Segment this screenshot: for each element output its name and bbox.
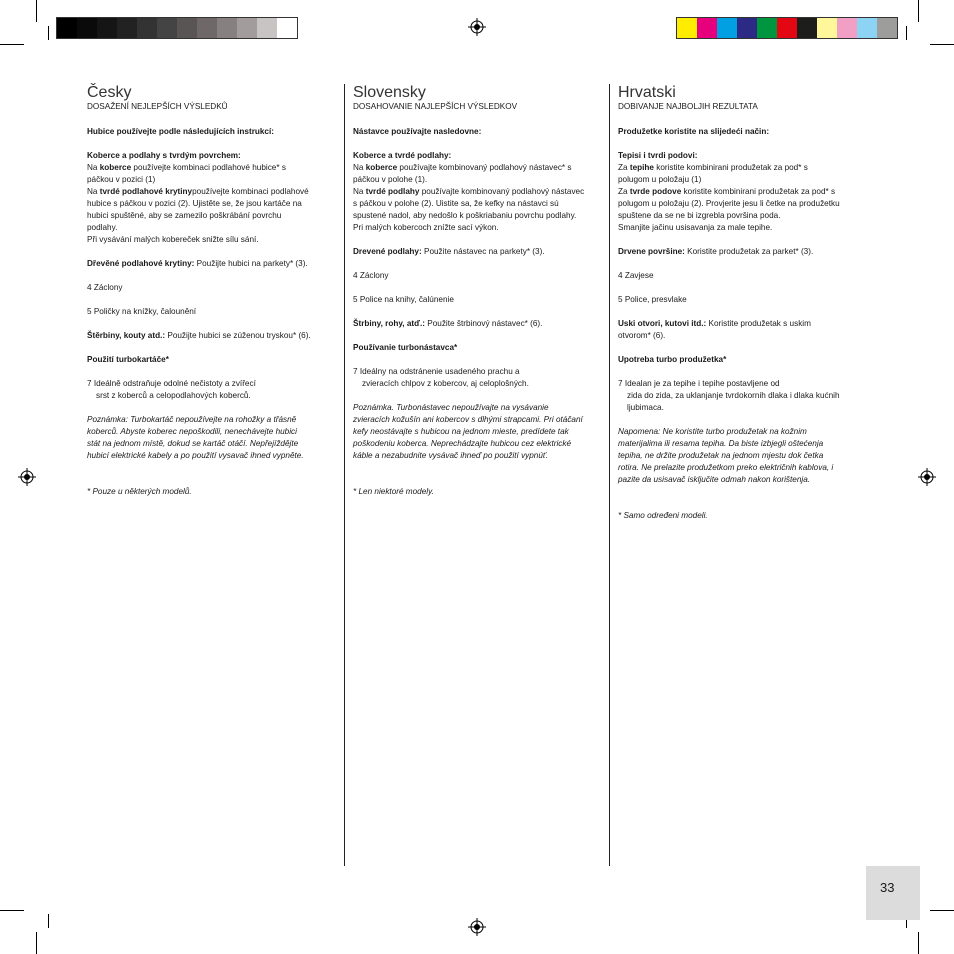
section-title: Hrvatski	[618, 84, 676, 101]
hard-floor-line: Na tvrdé podlahové krytinypoužívejte kombinaci podlahové hubice s páčkou v pozici (2). Ujistěte se, že jsou kartáče na hubici spuštěné, aby se zamezilo poškrábání povrchu podlahy.	[87, 187, 309, 232]
suction-line: Při vysávání malých kobereček snižte sílu sání.	[87, 235, 259, 244]
list-item: 7 Ideálny na odstránenie usadeného prachu a	[353, 367, 520, 376]
list-item: 5 Police, presvlake	[618, 295, 687, 304]
hard-floor-line: Na tvrdé podlahy používajte kombinovaný podlahový nástavec s páčkou v polohe (2). Uistite sa, že kefky na nástavci sú spustené nadol, aby nedošlo k poškriabaniu povrchu podlahy.	[353, 187, 585, 220]
color-swatch	[257, 18, 277, 38]
color-swatch	[217, 18, 237, 38]
wood-floor-line: Dřevěné podlahové krytiny: Použijte hubici na parkety* (3).	[87, 259, 308, 268]
color-swatch	[277, 18, 297, 38]
list-item: 5 Poličky na knížky, čalounění	[87, 307, 197, 316]
crop-mark	[906, 26, 907, 40]
crop-mark	[0, 910, 24, 911]
list-item: 4 Záclony	[87, 283, 123, 292]
carpets-line: Na koberce používejte kombinaci podlahové hubice* s páčkou v pozici (1)	[87, 163, 286, 184]
cmyk-color-bar	[676, 17, 898, 39]
column-slovak	[353, 84, 585, 510]
crop-mark	[918, 932, 919, 954]
color-swatch	[817, 18, 837, 38]
instructions-heading: Hubice používejte podle následujících instrukcí:	[87, 127, 274, 136]
list-item: 4 Záclony	[353, 271, 389, 280]
section-subtitle: DOBIVANJE NAJBOLJIH REZULTATA	[618, 102, 758, 111]
note: Poznámka. Turbonástavec nepoužívajte na vysávanie zvieracích kožušín ani kobercov s dlhými strapcami. Pri otáčaní kefy neostávajte s hubicou na jednom mieste, predídete tak poškodeniu koberca. Neprechádzajte hubicou cez elektrické káble a nezabudnite vysávač ihneď po použití vypnúť.	[353, 403, 583, 460]
registration-mark-icon	[18, 468, 36, 486]
color-swatch	[97, 18, 117, 38]
instructions-heading: Nástavce používajte nasledovne:	[353, 127, 482, 136]
footnote: * Len niektoré modely.	[353, 487, 434, 496]
crevice-line: Štěrbiny, kouty atd.: Použijte hubici se zúženou tryskou* (6).	[87, 331, 311, 340]
list-item: 5 Police na knihy, čalúnenie	[353, 295, 454, 304]
registration-mark-icon	[468, 18, 486, 36]
crevice-line: Uski otvori, kutovi itd.: Koristite produžetak s uskim otvorom* (6).	[618, 319, 811, 340]
hard-floor-line: Za tvrde podove koristite kombinirani produžetak za pod* s polugom u položaju (2). Provjerite jesu li četke na produžetku spuštene da se ne bi izgrebla površina poda.	[618, 187, 840, 220]
page-number: 33	[880, 880, 895, 895]
color-swatch	[117, 18, 137, 38]
color-swatch	[137, 18, 157, 38]
turbo-heading: Upotreba turbo produžetka*	[618, 355, 727, 364]
registration-mark-icon	[918, 468, 936, 486]
color-swatch	[177, 18, 197, 38]
footnote: * Pouze u některých modelů.	[87, 487, 192, 496]
crop-mark	[48, 26, 49, 40]
list-item: 4 Zavjese	[618, 271, 654, 280]
color-swatch	[777, 18, 797, 38]
color-swatch	[837, 18, 857, 38]
color-swatch	[677, 18, 697, 38]
suction-line: Pri malých kobercoch znížte sací výkon.	[353, 223, 499, 232]
carpets-line: Za tepihe koristite kombinirani produžetak za pod* s polugom u položaju (1)	[618, 163, 808, 184]
crop-mark	[36, 932, 37, 954]
column-croatian	[618, 84, 840, 534]
grayscale-color-bar	[56, 17, 298, 39]
list-item-continuation: srst z koberců a celopodlahových koberců.	[96, 391, 251, 400]
carpets-heading: Koberce a podlahy s tvrdým povrchem:	[87, 151, 241, 160]
crop-mark	[36, 0, 37, 22]
color-swatch	[797, 18, 817, 38]
column-divider	[609, 84, 610, 866]
list-item-continuation: zida do zida, za uklanjanje tvrdokornih dlaka i dlaka kućnih ljubimaca.	[627, 391, 840, 412]
crop-mark	[930, 44, 954, 45]
color-swatch	[157, 18, 177, 38]
color-swatch	[77, 18, 97, 38]
note: Poznámka: Turbokartáč nepoužívejte na rohožky a třásně koberců. Abyste koberec nepoškodili, nenechávejte hubici stát na jednom místě, dokud se kartáč otáčí. Nepřejíždějte hubicí elektrické kabely a po použití vysavač ihned vypněte.	[87, 415, 304, 460]
color-swatch	[877, 18, 897, 38]
note: Napomena: Ne koristite turbo produžetak na kožnim materijalima ili resama tepiha. Da biste izbjegli oštećenja tepiha, ne držite produžetak na jednom mjestu dok četka rotira. Ne prelazite produžetkom preko električnih kablova, i pazite da usisavač isključite odmah nakon korištenja.	[618, 427, 834, 484]
color-swatch	[697, 18, 717, 38]
carpets-line: Na koberce používajte kombinovaný podlahový nástavec* s páčkou v polohe (1).	[353, 163, 572, 184]
carpets-heading: Koberce a tvrdé podlahy:	[353, 151, 452, 160]
list-item: 7 Idealan je za tepihe i tepihe postavljene od	[618, 379, 780, 388]
wood-floor-line: Drevené podlahy: Použite nástavec na parkety* (3).	[353, 247, 545, 256]
section-subtitle: DOSAHOVANIE NAJLEPŠÍCH VÝSLEDKOV	[353, 102, 518, 111]
column-czech	[87, 84, 312, 510]
turbo-heading: Používanie turbonástavca*	[353, 343, 458, 352]
color-swatch	[197, 18, 217, 38]
suction-line: Smanjite jačinu usisavanja za male tepihe.	[618, 223, 773, 232]
color-swatch	[237, 18, 257, 38]
color-swatch	[857, 18, 877, 38]
instructions-heading: Produžetke koristite na slijedeći način:	[618, 127, 770, 136]
crevice-line: Štrbiny, rohy, atď.: Použite štrbinový nástavec* (6).	[353, 319, 543, 328]
section-subtitle: DOSAŽENÍ NEJLEPŠÍCH VÝSLEDKŮ	[87, 102, 228, 111]
page-number-box	[866, 866, 920, 920]
color-swatch	[737, 18, 757, 38]
color-swatch	[57, 18, 77, 38]
list-item-continuation: zvieracích chlpov z kobercov, aj celoplošných.	[362, 379, 529, 388]
section-title: Slovensky	[353, 84, 426, 101]
crop-mark	[930, 910, 954, 911]
turbo-heading: Použití turbokartáče*	[87, 355, 169, 364]
column-divider	[344, 84, 345, 866]
crop-mark	[0, 44, 24, 45]
registration-mark-icon	[468, 918, 486, 936]
carpets-heading: Tepisi i tvrdi podovi:	[618, 151, 698, 160]
crop-mark	[48, 914, 49, 928]
color-swatch	[757, 18, 777, 38]
footnote: * Samo određeni modeli.	[618, 511, 708, 520]
list-item: 7 Ideálně odstraňuje odolné nečistoty a zvířecí	[87, 379, 256, 388]
wood-floor-line: Drvene površine: Koristite produžetak za parket* (3).	[618, 247, 814, 256]
color-swatch	[717, 18, 737, 38]
crop-mark	[918, 0, 919, 22]
section-title: Česky	[87, 84, 132, 101]
